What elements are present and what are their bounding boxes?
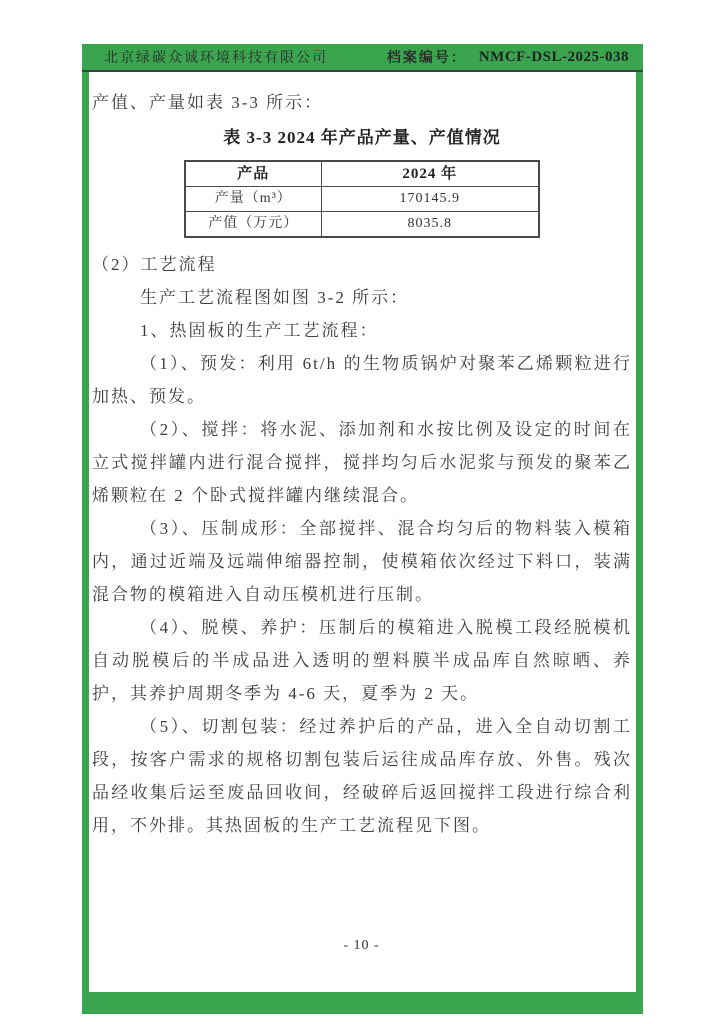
page-border-left [82,44,89,1014]
paragraph-step-4: （4）、脱模、养护：压制后的模箱进入脱模工段经脱模机自动脱模后的半成品进入透明的塑料膜半成品库自然晾晒、养护，其养护周期冬季为 4-6 天，夏季为 2 天。 [92,618,632,703]
page-header-band [82,44,643,72]
table-cell-output-label: 产量（m³） [185,187,321,212]
table-row-value [185,212,539,238]
paragraph-step-3: （3）、压制成形：全部搅拌、混合均匀后的物料装入模箱内，通过近端及远端伸缩器控制，使模箱依次经过下料口，装满混合物的模箱进入自动压模机进行压制。 [92,519,632,604]
paragraph-step-1: （1）、预发：利用 6t/h 的生物质锅炉对聚苯乙烯颗粒进行加热、预发。 [92,354,632,406]
table-row-output [185,187,539,212]
page-border-right [636,44,643,1014]
section-heading-process: （2）工艺流程 [92,255,217,274]
header-archive-label: 档案编号： [386,51,467,66]
header-archive [387,47,629,67]
header-company-name: 北京绿碳众诚环境科技有限公司 [104,51,328,66]
table-header-product: 产品 [185,161,321,187]
table-cell-value-value: 8035.8 [321,212,539,238]
page-footer [0,938,723,954]
intro-paragraph: 产值、产量如表 3-3 所示： [92,93,324,112]
header-archive-number: NMCF-DSL-2025-038 [478,48,629,65]
page-border-bottom [82,992,643,1014]
table-header-year: 2024 年 [321,161,539,187]
table-cell-value-label: 产值（万元） [185,212,321,238]
table-header-row [185,161,539,187]
paragraph-flow-intro: 生产工艺流程图如图 3-2 所示： [140,288,410,307]
paragraph-board-intro: 1、热固板的生产工艺流程： [140,321,379,340]
table-caption: 表 3-3 2024 年产品产量、产值情况 [223,128,501,147]
paragraph-step-5: （5）、切割包装：经过养护后的产品，进入全自动切割工段，按客户需求的规格切割包装后运往成品库存放、外售。残次品经收集后运至废品回收间，经破碎后返回搅拌工段进行综合利用，不外排。其热固板的生产工艺流程见下图。 [92,717,632,835]
page-number: - 10 - [343,938,380,953]
paragraph-step-2: （2）、搅拌：将水泥、添加剂和水按比例及设定的时间在立式搅拌罐内进行混合搅拌，搅拌均匀后水泥浆与预发的聚苯乙烯颗粒在 2 个卧式搅拌罐内继续混合。 [92,420,632,505]
table-cell-output-value: 170145.9 [321,187,539,212]
document-content [92,86,632,842]
production-table [184,160,540,238]
